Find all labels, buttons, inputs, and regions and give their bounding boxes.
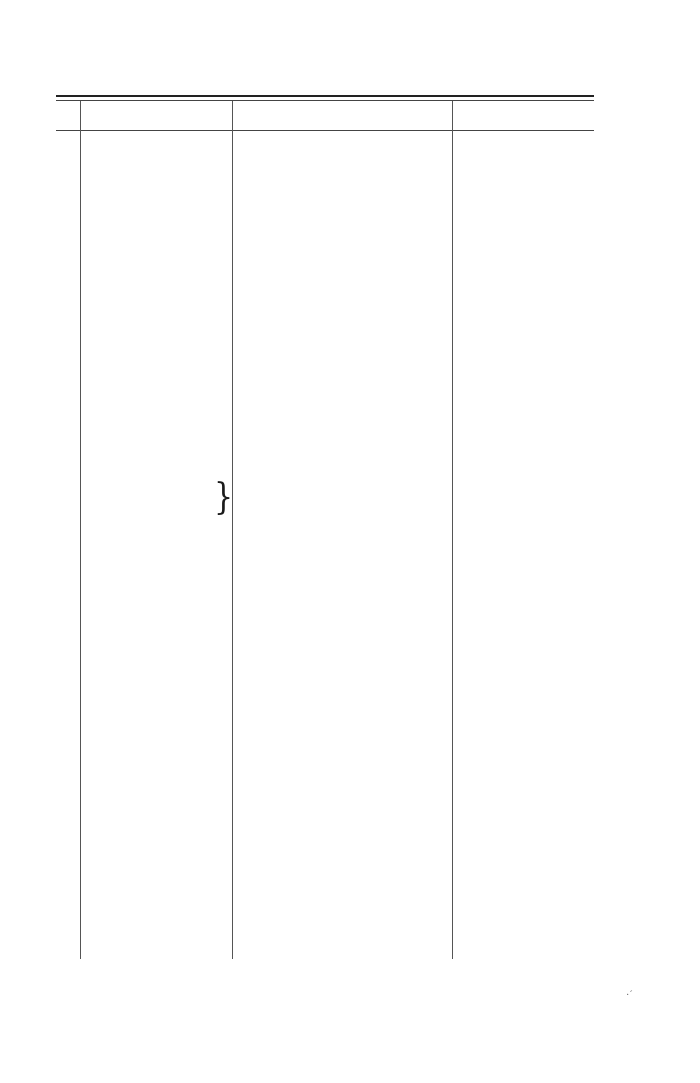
brace-bracket: } — [214, 476, 234, 519]
column-divider — [80, 101, 81, 959]
column-divider — [232, 101, 233, 959]
column-divider — [452, 101, 453, 959]
speck-mark: ·´ — [626, 990, 633, 1001]
table-top-rule-thin — [56, 100, 594, 101]
table-header-rule — [56, 130, 594, 131]
table-top-rule — [56, 95, 594, 97]
